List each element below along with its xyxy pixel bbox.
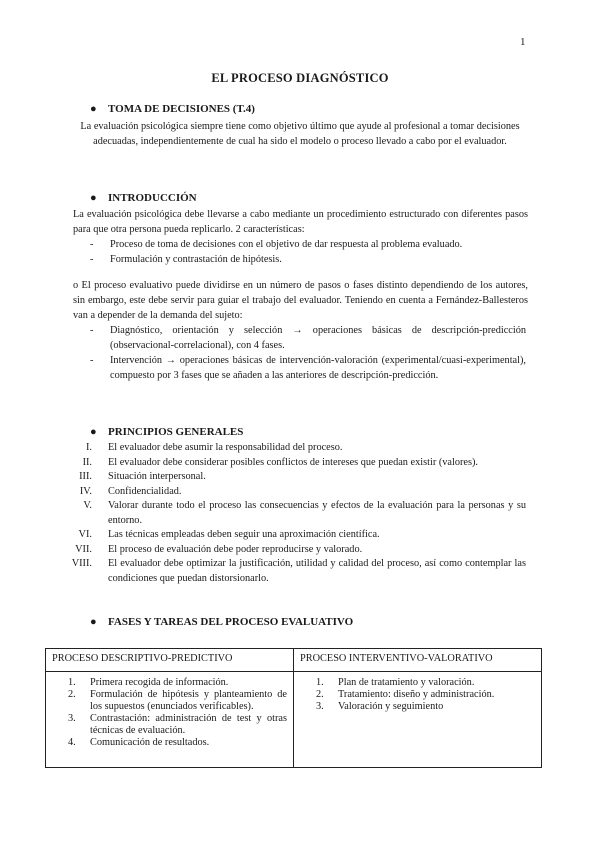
table-header-interventivo: PROCESO INTERVENTIVO-VALORATIVO — [294, 649, 542, 672]
list-item: 1. Primera recogida de información. — [68, 677, 229, 688]
list-item-text: Tratamiento: diseño y administración. — [338, 689, 495, 700]
list-number: I. — [85, 442, 92, 453]
list-item — [62, 470, 526, 485]
section-heading-toma-decisiones — [90, 103, 255, 115]
list-item: - Intervención → operaciones básicas de intervención-valoración (experimental/cuasi-experimental), compuesto por 3 fases que se añaden a las anteriores de descripción-predicción. — [90, 355, 526, 381]
heading-text: TOMA DE DECISIONES (T.4) — [108, 103, 255, 115]
table-header-row — [46, 649, 542, 672]
list-item-text: Primera recogida de información. — [90, 677, 229, 688]
table-cell-descriptivo — [46, 672, 294, 768]
list-item-text: Valorar durante todo el proceso las consecuencias y efectos de la evaluación para la personas y su entorno. — [108, 500, 526, 526]
list-item-text: Formulación de hipótesis y planteamiento de los supuestos (enunciados verificables). — [90, 689, 287, 712]
list-number: V. — [83, 500, 92, 511]
list-number: II. — [82, 456, 92, 468]
bullet-icon: ● — [90, 616, 97, 628]
interventivo-list — [300, 677, 535, 713]
list-number: VII. — [75, 543, 92, 555]
list-item-text: Diagnóstico, orientación y selección → operaciones básicas de descripción-predicción (observacional-correlacional), con 4 fases. — [110, 325, 526, 351]
list-number: VI. — [78, 529, 92, 540]
list-item-text: Confidencialidad. — [108, 485, 182, 497]
list-item-text: Plan de tratamiento y valoración. — [338, 677, 475, 688]
table-row — [46, 672, 542, 768]
heading-text: PRINCIPIOS GENERALES — [108, 426, 244, 438]
table-header-descriptivo: PROCESO DESCRIPTIVO-PREDICTIVO — [46, 649, 294, 672]
list-item-text: Contrastación: administración de test y otras técnicas de evaluación. — [90, 713, 287, 736]
heading-text: INTRODUCCIÓN — [108, 192, 197, 204]
list-item-text: Situación interpersonal. — [108, 471, 206, 482]
introduccion-paragraph: La evaluación psicológica debe llevarse a cabo mediante un procedimiento estructurado con diferentes pasos para que otra persona pueda replicarlo. 2 características: — [73, 209, 528, 235]
list-item: 4. Comunicación de resultados. — [68, 737, 210, 748]
list-number: III. — [79, 471, 92, 482]
principios-list — [62, 441, 526, 586]
list-item — [62, 543, 526, 558]
bullet-icon: ● — [90, 192, 97, 204]
bullet-icon: ● — [90, 103, 97, 115]
list-item: 2. Tratamiento: diseño y administración. — [316, 689, 495, 700]
list-item-text: El proceso de evaluación debe poder reproducirse y valorado. — [108, 543, 363, 555]
list-number: VIII. — [71, 558, 92, 569]
list-item-text: El evaluador debe asumir la responsabilidad del proceso. — [108, 442, 343, 453]
list-item-text: Proceso de toma de decisiones con el objetivo de dar respuesta al problema evaluado. — [110, 239, 463, 250]
list-item: - Diagnóstico, orientación y selección → operaciones básicas de descripción-predicción (observacional-correlacional), con 4 fases. — [90, 325, 526, 351]
proceso-evaluativo-paragraph: o El proceso evaluativo puede dividirse en un número de pasos o fases distinto dependiendo de los autores, sin embargo, este debe servir para guiar el trabajo del evaluador. Teniendo en cuenta a Fernández-Ballesteros van a depender de la demanda del sujeto: — [73, 280, 528, 321]
caracteristicas-list — [90, 237, 526, 267]
page-title: EL PROCESO DIAGNÓSTICO — [211, 71, 389, 85]
list-item-text: Comunicación de resultados. — [90, 737, 210, 748]
list-item: 3. Valoración y seguimiento — [316, 701, 444, 712]
table-cell-interventivo — [294, 672, 542, 768]
list-item-text: El evaluador debe optimizar la justificación, utilidad y calidad del proceso, así como contemplar las condiciones que puedan distorsionarlo. — [108, 558, 526, 584]
list-item: - Formulación y contrastación de hipótesis. — [90, 254, 282, 265]
heading-text: FASES Y TAREAS DEL PROCESO EVALUATIVO — [108, 616, 354, 628]
list-item — [62, 499, 526, 528]
list-item-text: Valoración y seguimiento — [338, 701, 444, 712]
fases-table — [45, 648, 542, 768]
list-item — [62, 456, 526, 471]
descriptivo-list — [52, 677, 287, 749]
list-item-text: Formulación y contrastación de hipótesis. — [110, 254, 282, 265]
bullet-icon: ● — [90, 426, 97, 438]
list-item-text: Las técnicas empleadas deben seguir una aproximación científica. — [108, 529, 380, 540]
list-item: 2. Formulación de hipótesis y planteamiento de los supuestos (enunciados verificables). — [68, 689, 287, 712]
list-item: - Proceso de toma de decisiones con el objetivo de dar respuesta al problema evaluado. — [90, 239, 463, 250]
list-item — [62, 528, 526, 543]
page-number: 1 — [520, 36, 526, 48]
operaciones-list — [90, 323, 526, 383]
list-item-text: El evaluador debe considerar posibles conflictos de intereses que puedan existir (valores). — [108, 456, 478, 468]
section-heading-fases — [90, 616, 353, 628]
list-item-text: Intervención → operaciones básicas de intervención-valoración (experimental/cuasi-experimental), compuesto por 3 fases que se añaden a las anteriores de descripción-predicción. — [110, 355, 526, 381]
list-item: 1. Plan de tratamiento y valoración. — [316, 677, 475, 688]
list-item — [62, 557, 526, 586]
toma-decisiones-paragraph: La evaluación psicológica siempre tiene como objetivo último que ayude al profesional a tomar decisiones adecuadas, independientemente de cual ha sido el modelo o proceso llevado a cabo por el evaluador. — [80, 121, 520, 147]
section-heading-principios — [90, 426, 243, 438]
section-heading-introduccion — [90, 192, 197, 204]
list-item — [62, 441, 526, 456]
list-number: IV. — [79, 485, 92, 497]
list-item — [62, 485, 526, 500]
list-item: 3. Contrastación: administración de test y otras técnicas de evaluación. — [68, 713, 287, 736]
